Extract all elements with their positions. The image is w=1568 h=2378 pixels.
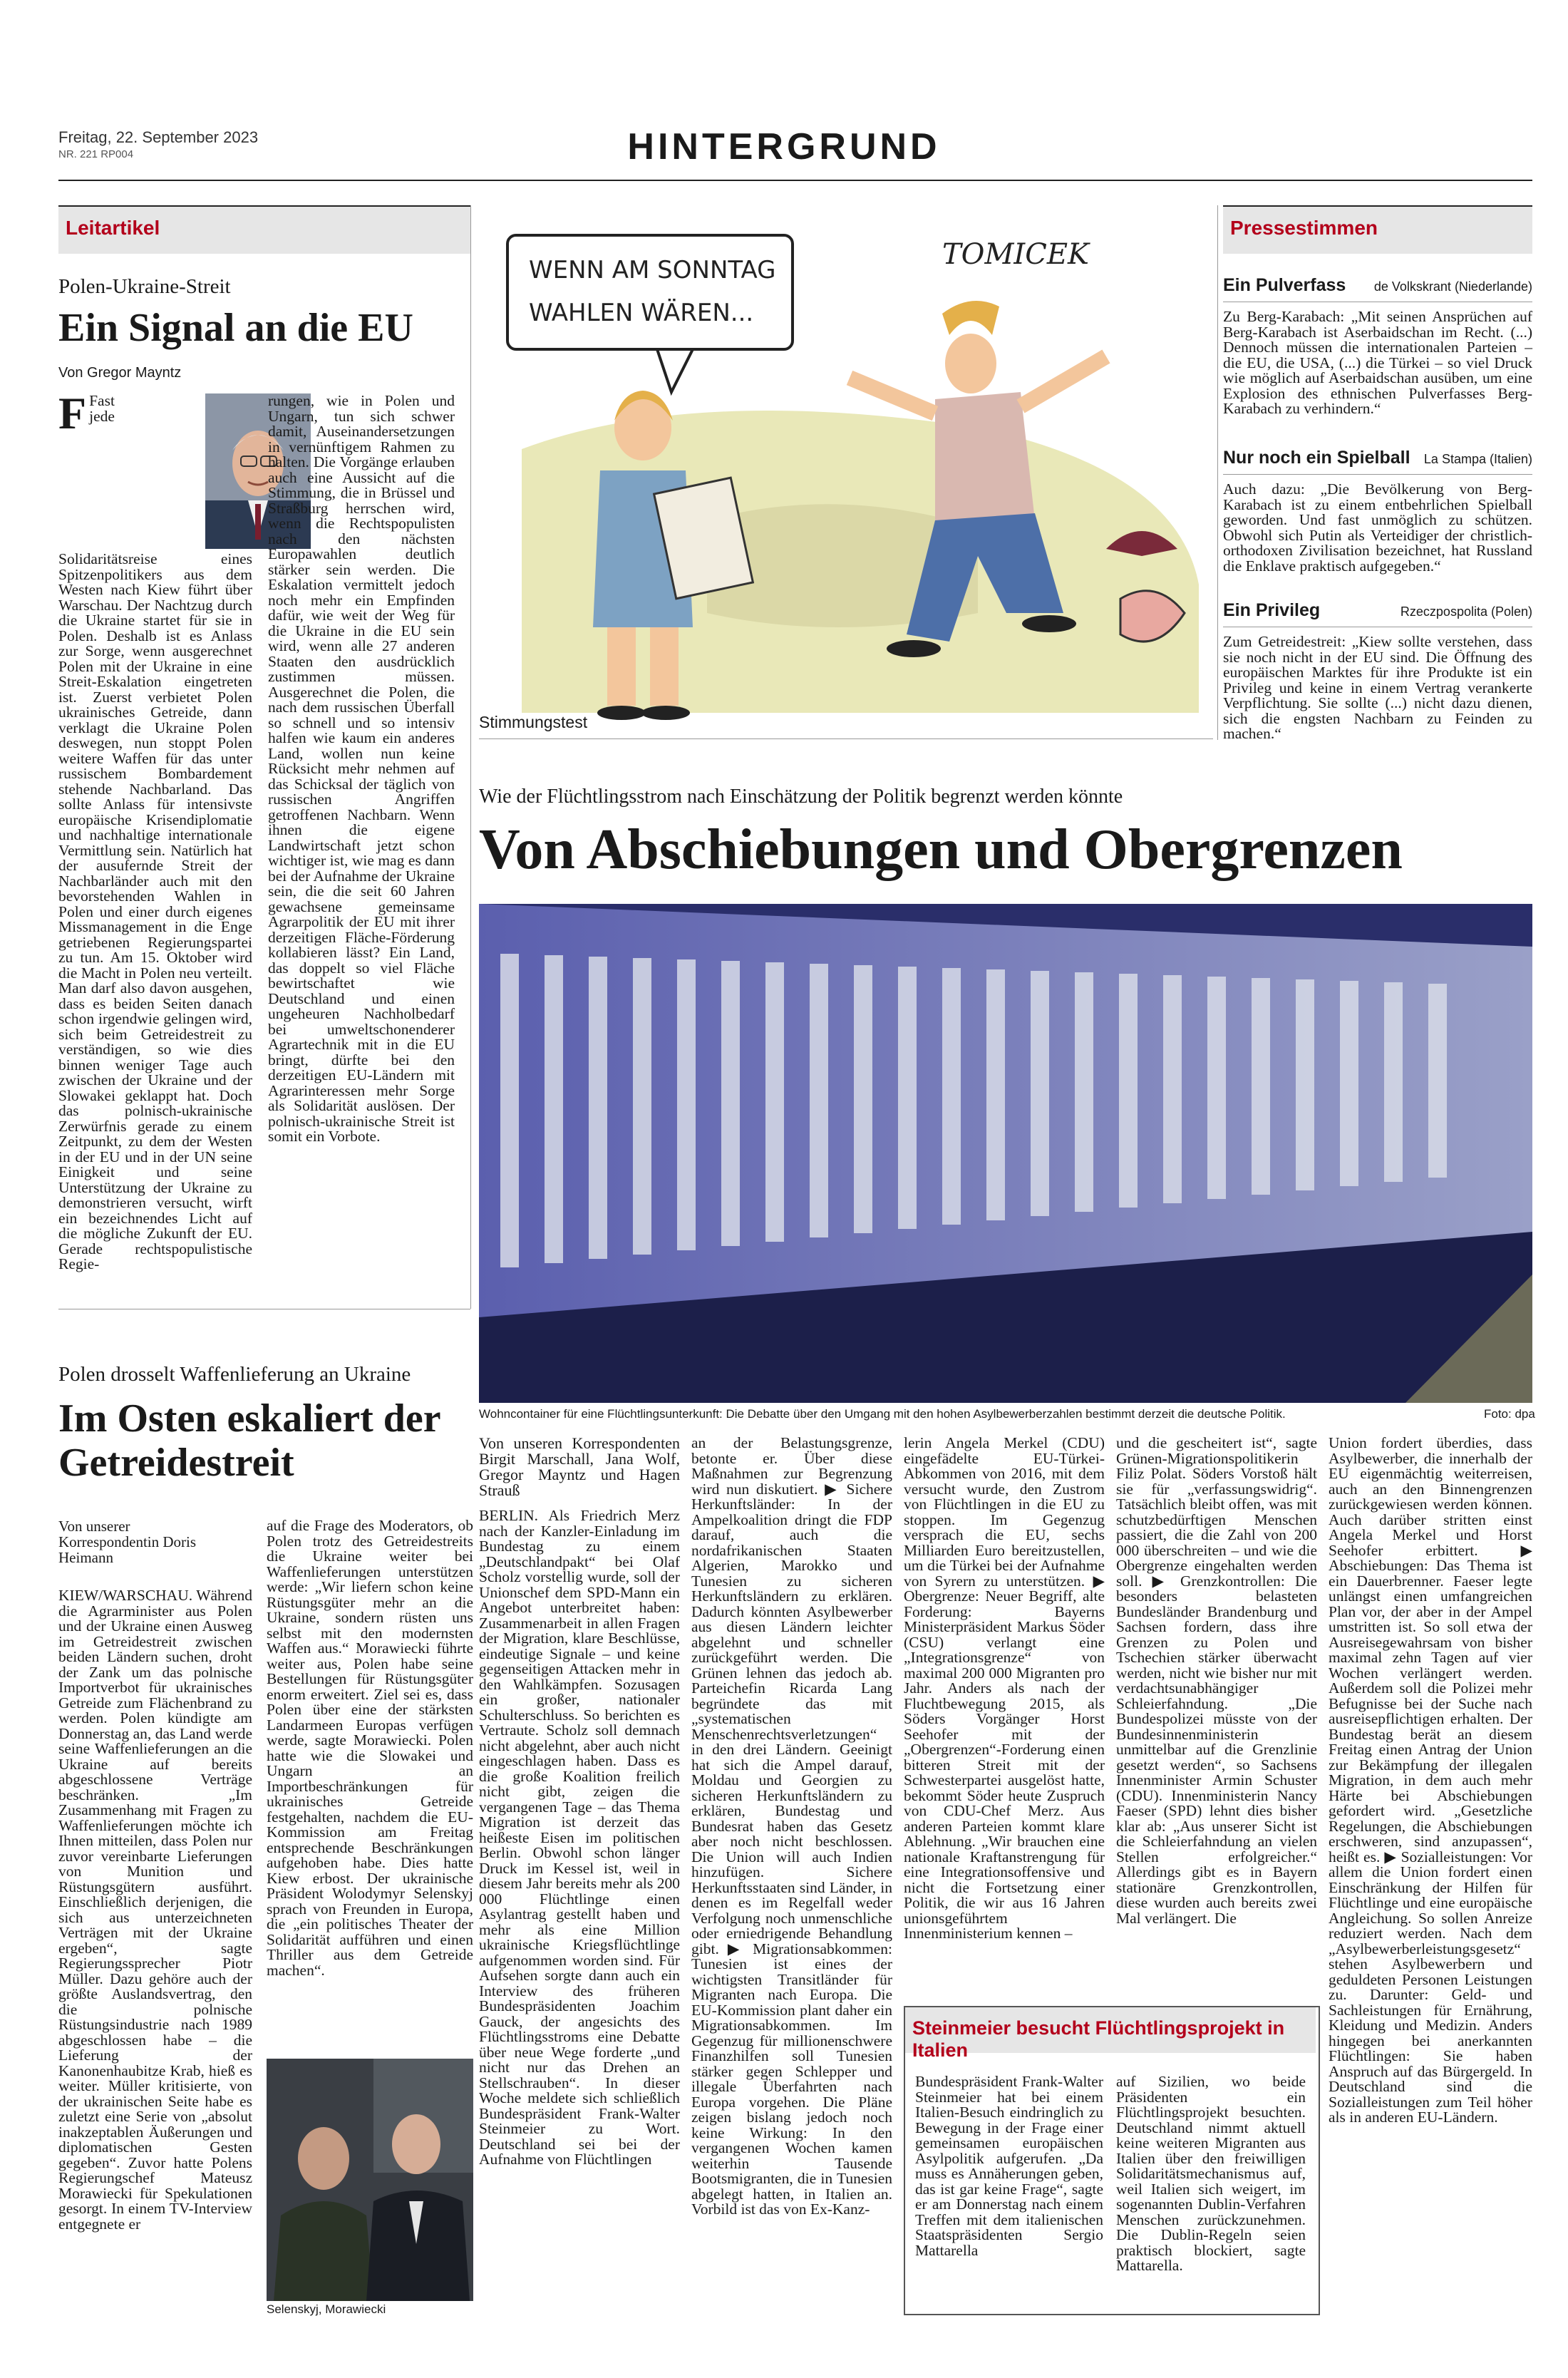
container-window bbox=[545, 955, 563, 1263]
leitartikel-label-bar bbox=[58, 205, 470, 254]
steinmeier-text-2: auf Sizilien, wo beide Präsidenten ein Flüchtlingsprojekt besuchten. Deutschland nimmt aktuell keine weiteren Migranten aus Italien über den freiwilligen Solidaritätsmechanismus auf, weil Italien sich weigert, im sogenannten Dublin-Verfahren Menschen zurückzunehmen. Die Dublin-Regeln seien praktisch blockiert, sagte Mattarella. bbox=[1116, 2074, 1306, 2274]
polen-byline: Von unserer Korrespondentin Doris Heimann bbox=[58, 1518, 197, 1567]
main-text-1: BERLIN. Als Friedrich Merz nach der Kanzler-Einladung im Bundestag zu einem „Deutschlandpakt“ bei Olaf Scholz vorstellig wurde, soll der Unionschef dem SPD-Mann ein Angebot unterbreitet haben: Zusammenarbeit in allen Fragen der Migration, klare Beschlüsse, eindeutige Signale – und keine gegenseitigen Attacken mehr in den Wahlkämpfen. Sozusagen ein großer, nationaler Schulterschluss. So berichten es Vertraute. Scholz soll demnach nicht abgelehnt, aber auch nicht eingeschlagen haben. Dass es die große Koalition freilich nicht gibt, zeigen die vergangenen Tage – das Thema Migration ist derzeit das heißeste Eisen im politischen Berlin. Obwohl schon länger Druck im Kessel ist, weil in diesem Jahr bereits mehr als 200 000 Flüchtlinge einen Asylantrag gestellt haben und mehr als eine Million ukrainische Kriegsflüchtlinge aufgenommen worden sind. Für Aufsehen sorgte dann auch ein Interview des früheren Bundespräsidenten Joachim Gauck, der angesichts des Flüchtlingsstroms eine Debatte über neue Wege forderte „und nicht nur das Drehen an Stellschrauben“. In dieser Woche meldete sich schließlich Bundespräsident Frank-Walter Steinmeier zu Wort. Deutschland sei bei der Aufnahme von Flüchtlingen bbox=[479, 1507, 680, 2168]
cartoon-speech-line-2: WAHLEN WÄREN... bbox=[529, 299, 754, 327]
steinmeier-column-2 bbox=[1116, 2074, 1306, 2302]
container-window bbox=[854, 965, 872, 1233]
cartoon-caption: Stimmungstest bbox=[479, 713, 588, 731]
polen-text-2: auf die Frage des Moderators, ob Polen trotz des Getreidestreits die Ukraine weiter bei Waffenlieferungen unterstützen werde: „Wir liefern schon keine Rüstungsgüter mehr an die Ukraine, sondern rüsten uns selbst mit den modernsten Waffen aus.“ Morawiecki führte weiter aus, Polen habe seine Bestellungen für Rüstungsgüter enorm erweitert. Ziel sei es, dass Polen über eine der stärksten Landarmeen Europas verfügen werde, sagte Morawiecki. Polen hatte wie die Slowakei und Ungarn an Importbeschränkungen für ukrainisches Getreide festgehalten, nachdem die EU-Kommission am Freitag entsprechende Beschränkungen aufgehoben habe. Dies hatte Kiew erbost. Der ukrainische Präsident Wolodymyr Selenskyj sprach von Freunden in Europa, die „ein politisches Theater der Solidarität aufführen und einen Thriller aus dem Getreide machen“. bbox=[267, 1518, 473, 1979]
leitartikel-text-2: rungen, wie in Polen und Ungarn, tun sich schwer damit, Auseinandersetzungen in vernünftigem Rahmen zu halten. Die Vorgänge erlauben auch eine Aussicht auf die Stimmung, die in Brüssel und Straßburg herrschen wird, wenn die Rechtspopulisten nach den nächsten Europawahlen deutlich stärker sein werden. Die Eskalation vermittelt jedoch noch mehr ein Empfinden dafür, wie weit der Weg für die Ukraine in die EU sein wird, wenn alle 27 anderen Staaten den ausdrücklich zustimmen müssen. Ausgerechnet die Polen, die nach dem russischen Überfall so schnell und so intensiv halfen wie kaum ein anderes Land, wollen nun keine Rücksicht mehr nehmen auf das Schicksal der täglich von russischen Angriffen getroffenen Nachbarn. Wenn ihnen die eigene Landwirtschaft jetzt schon wichtiger ist, wie mag es dann bei der Aufnahme der Ukraine sein, die die seit 60 Jahren gewachsene gemeinsame Agrarpolitik der EU mit ihrer derzeitigen Fläche-Förderung kollabieren lässt? Ein Land, das doppelt so viel Fläche bewirtschaftet wie Deutschland und einen ungeheuren Nachholbedarf bei umweltschonenderer Agrartechnik mit in die EU bringt, dürfte bei den derzeitigen EU-Ländern mit Agrarinteressen mehr Sorge als Solidarität auslösen. Der polnisch-ukrainische Streit ist somit ein Vorbote. bbox=[268, 393, 455, 1145]
main-headline: Von Abschiebungen und Obergrenzen bbox=[479, 818, 1403, 881]
leitartikel-column-2 bbox=[268, 393, 455, 1299]
leitartikel-separator bbox=[470, 205, 471, 1309]
press-item-source: Rzeczpospolita (Polen) bbox=[1400, 604, 1532, 619]
polen-column-1 bbox=[58, 1588, 252, 2312]
pressestimmen-label: Pressestimmen bbox=[1230, 217, 1378, 239]
main-kicker: Wie der Flüchtlingsstrom nach Einschätzung der Politik begrenzt werden könnte bbox=[479, 786, 1123, 808]
pressestimmen-separator bbox=[1217, 205, 1218, 740]
polen-photo-caption: Selenskyj, Morawiecki bbox=[267, 2302, 386, 2316]
container-window bbox=[1340, 981, 1358, 1186]
container-window bbox=[1163, 975, 1182, 1203]
leitartikel-byline: Von Gregor Mayntz bbox=[58, 365, 182, 381]
container-window bbox=[721, 961, 740, 1246]
steinmeier-column-1 bbox=[915, 2074, 1103, 2302]
press-item-text: Zum Getreidestreit: „Kiew sollte verstehen, dass sie noch nicht in der EU sind. Die Öffnung des europäischen Marktes für ihre Produkte ist ein Privileg und keine in einem Vertrag verankerte Verpflichtung. Sie sollte (...) nicht dazu dienen, sich die engsten Nachbarn zu Feinden zu machen.“ bbox=[1223, 633, 1532, 742]
container-window bbox=[810, 964, 828, 1237]
polen-headline: Im Osten eskaliert der Getreidestreit bbox=[58, 1396, 440, 1485]
press-item-title: Ein Pulverfass bbox=[1223, 275, 1346, 295]
cartoon-signature: TOMICEK bbox=[942, 238, 1089, 271]
cartoon-bottom-rule bbox=[479, 738, 1213, 739]
department-title: HINTERGRUND bbox=[627, 126, 941, 168]
main-column-2 bbox=[691, 1436, 892, 2312]
photo-caption: Wohncontainer für eine Flüchtlingsunterkunft: Die Debatte über den Umgang mit den hohen Asylbewerberzahlen bestimmt derzeit die deutsche Politik. bbox=[479, 1407, 1286, 1421]
issue-date: Freitag, 22. September 2023 bbox=[58, 128, 259, 146]
main-text-5: Union fordert überdies, dass Asylbewerber, die innerhalb der EU eigenmächtig weiterreisen, auch an den Binnengrenzen zurückgewiesen werden können. Auch darüber stritten einst Angela Merkel und Horst Seehofer erbittert. ▶ Abschiebungen: Das Thema ist ein Dauerbrenner. Faeser legte unlängst einen umfangreichen Plan vor, der aber in der Ampel umstritten ist. So soll etwa der Ausreisegewahrsam von bisher maximal zehn Tagen auf vier Wochen verlängert werden. Außerdem soll die Polizei mehr Befugnisse bei der Suche nach ausreisepflichtigen erhalten. Der Bundestag berät an diesem Freitag einen Antrag der Union zur Bekämpfung der illegalen Migration, in dem auch mehr Härte bei Abschiebungen gefordert wird. „Gesetzliche Regelungen, die Abschiebungen erschweren, sind anzupassen“, heißt es. ▶ Sozialleistungen: Vor allem die Union fordert einen Einschränkung der Hilfen für Flüchtlinge und eine europäische Angleichung. So sollen Anreize reduziert werden. Nach dem „Asylbewerberleistungsgesetz“ stehen Asylbewerbern und geduldeten Personen Leistungen zu. Darunter: Geld- und Sachleistungen für Ernährung, Kleidung und Medizin. Anders hingegen bei anerkannten Flüchtlingen: Sie haben Anspruch auf das Bürgergeld. In Deutschland sind die Sozialleistungen zum Teil höher als in anderen EU-Ländern. bbox=[1329, 1436, 1532, 2126]
container-window bbox=[633, 958, 651, 1255]
leitartikel-headline: Ein Signal an die EU bbox=[58, 306, 413, 350]
main-column-1 bbox=[479, 1436, 680, 2312]
press-item-source: La Stampa (Italien) bbox=[1423, 452, 1532, 466]
main-column-3 bbox=[904, 1436, 1105, 1985]
header-rule bbox=[58, 180, 1532, 181]
cartoon-image bbox=[479, 214, 1213, 734]
main-text-2: an der Belastungsgrenze, betonte er. Über diese Maßnahmen zur Begrenzung wird nun diskutiert. ▶ Sichere Herkunftsländer: In der Ampelkoalition dringt die FDP darauf, auch die nordafrikanischen Staaten Algerien, Marokko und Tunesien zu sicheren Herkunftsländern zu erklären. Dadurch könnten Asylbewerber aus diesen Ländern leichter abgelehnt und schneller zurückgeführt werden. Die Grünen lehnen das jedoch ab. Parteichefin Ricarda Lang begründete das mit „systematischen Menschenrechtsverletzungen“ in den drei Ländern. Geeinigt hat sich die Ampel darauf, Moldau und Georgien zu sicheren Herkunftsländern zu erklären, Bundestag und Bundesrat haben das Gesetz aber noch nicht beschlossen. Die Union will auch Indien hinzufügen. Sichere Herkunftsstaaten sind Länder, in denen es im Regelfall weder Verfolgung noch unmenschliche oder erniedrigende Behandlung gibt. ▶ Migrationsabkommen: Tunesien ist eines der wichtigsten Transitländer für Migranten nach Europa. Die EU-Kommission plant daher ein Migrationsabkommen. Im Gegenzug für millionenschwere Finanzhilfen soll Tunesien stärker gegen Schlepper und illegale Überfahrten nach Europa vorgehen. Die Pläne zeigen bislang jedoch noch keine Wirkung: In den vergangenen Wochen kamen weiterhin Tausende Bootsmigranten, die in Tunesien abgelegt hatten, in Italien an. Vorbild ist das von Ex-Kanz- bbox=[691, 1436, 892, 2218]
container-window bbox=[589, 957, 607, 1259]
container-window bbox=[1031, 971, 1049, 1216]
cartoon-speech-line-1: WENN AM SONNTAG bbox=[529, 256, 776, 284]
leitartikel-text-1: Fast jede Solidaritätsreise eines Spitzenpolitikers aus dem Westen nach Kiew führt über Warschau. Der Nachtzug durch die Ukraine startet für sie in Polen. Deshalb ist es Anlass zur Sorge, wenn ausgerechnet Polen mit der Ukraine in eine Streit-Eskalation eingetreten ist. Zuerst verbietet Polen ukrainisches Getreide, dann verklagt die Ukraine Polen deswegen, nun stoppt Polen weitere Waffen für das unter russischem Bombardement stehende Nachbarland. Das sollte Anlass für intensivste europäische Krisendiplomatie und nachhaltige internationale Vermittlung sein. Natürlich hat der ausufernde Streit der Nachbarländer auch mit den bevorstehenden Wahlen in Polen und einer durch eigenes Missmanagement in die Enge getriebenen Regierungspartei zu tun. Am 15. Oktober wird die Macht in Polen neu verteilt. Man darf also davon ausgehen, dass es beiden Seiten danach schon irgendwie gelingen wird, sich beim Getreidestreit zu verständigen, so wie dies binnen weniger Tage auch zwischen der Ukraine und der Slowakei geklappt hat. Doch das polnisch-ukrainische Zerwürfnis gerade zu einem Zeitpunkt, zu dem der Westen in der EU und in der UN seine Einigkeit und seine Unterstützung der Ukraine zu demonstrieren versucht, wirft ein bezeichnendes Licht auf die mögliche Zukunft der EU. Gerade rechtspopulistische Regie- bbox=[58, 393, 252, 1272]
container-photo bbox=[479, 904, 1532, 1403]
polen-kicker: Polen drosselt Waffenlieferung an Ukraine bbox=[58, 1363, 411, 1386]
container-window bbox=[677, 959, 696, 1250]
container-window bbox=[898, 967, 917, 1229]
press-item-3 bbox=[1223, 600, 1532, 742]
container-window bbox=[1296, 979, 1314, 1190]
container-window bbox=[1384, 982, 1403, 1182]
press-item-title: Ein Privileg bbox=[1223, 600, 1321, 620]
steinmeier-header-bar bbox=[905, 2007, 1316, 2061]
container-window bbox=[500, 954, 519, 1267]
container-window bbox=[1252, 978, 1270, 1195]
container-window bbox=[1428, 984, 1447, 1178]
main-column-4 bbox=[1116, 1436, 1317, 1985]
issue-number: NR. 221 RP004 bbox=[58, 148, 134, 160]
container-window bbox=[765, 962, 784, 1242]
main-text-4: und die gescheitert ist“, sagte Grünen-Migrationspolitikerin Filiz Polat. Söders Vorstoß hält sie für „verfassungswidrig“. Tatsächlich bleibt offen, was mit schutzbedürftigen Menschen passiert, die die Zahl von 200 000 überschreiten – und wie die Obergrenze eingehalten werden soll. ▶ Grenzkontrollen: Die besonders belasteten Bundesländer Brandenburg und Sachsen fordern, dass ihre Grenzen zu Polen und Tschechien stärker überwacht werden, nicht wie bisher nur mit verdachtsunabhängiger Schleierfahndung. „Die Bundespolizei müsste von der Bundesinnenministerin unmittelbar auf die Grenzlinie gesetzt werden“, so Sachsens Innenminister Armin Schuster (CDU). Innenministerin Nancy Faeser (SPD) lehnt dies bisher klar ab: „Aus unserer Sicht ist die Schleierfahndung an vielen Stellen erfolgreicher.“ Allerdings gibt es in Bayern stationäre Grenzkontrollen, diese wurden auch bereits zwei Mal verlängert. Die bbox=[1116, 1436, 1317, 1927]
main-text-3: lerin Angela Merkel (CDU) eingefädelte EU-Türkei-Abkommen von 2016, mit dem versucht wurde, den Zustrom von Flüchtlingen in die EU zu stoppen. Im Gegenzug versprach die EU, sechs Milliarden Euro bereitzustellen, um die Türkei bei der Aufnahme von Syrern zu unterstützen. ▶ Obergrenze: Neuer Begriff, alte Forderung: Bayerns Ministerpräsident Markus Söder (CSU) verlangt eine „Integrationsgrenze“ von maximal 200 000 Migranten pro Jahr. Anders als nach der Fluchtbewegung 2015, als Söders Vorgänger Horst Seehofer mit der „Obergrenzen“-Forderung einen bitteren Streit mit der Schwesterpartei ausgelöst hatte, bekommt Söder heute Zuspruch von CDU-Chef Merz. Aus anderen Parteien kommt klare Ablehnung. „Wir brauchen eine nationale Kraftanstrengung für eine Integrationsoffensive und nicht die Fortsetzung einer Politik, die wir aus 16 Jahren unionsgeführtem Innenministerium kennen – bbox=[904, 1436, 1105, 1942]
container-window bbox=[986, 969, 1005, 1220]
press-item-text: Auch dazu: „Die Bevölkerung von Berg-Karabach ist zu einem entbehrlichen Spielball geworden. Und fast unmöglich zu schützen. Obwohl sich Putin als Verteidiger der christlich-orthodoxen Zivilisation bezeichnet, hat Russland die Enklave praktisch aufgegeben.“ bbox=[1223, 480, 1532, 575]
press-item-source: de Volkskrant (Niederlande) bbox=[1373, 279, 1532, 294]
selenskyj-morawiecki-photo bbox=[267, 2059, 473, 2301]
leitartikel-kicker: Polen-Ukraine-Streit bbox=[58, 275, 231, 298]
main-byline: Von unseren Korrespondenten Birgit Marschall, Jana Wolf, Gregor Mayntz und Hagen Strauß bbox=[479, 1436, 680, 1499]
container-window bbox=[1075, 972, 1093, 1212]
polen-column-2 bbox=[267, 1518, 473, 2049]
container-window bbox=[1119, 974, 1138, 1208]
main-column-5 bbox=[1329, 1436, 1532, 2312]
container-window bbox=[942, 968, 961, 1225]
leitartikel-label: Leitartikel bbox=[66, 217, 160, 239]
press-item-1 bbox=[1223, 275, 1532, 417]
steinmeier-text-1: Bundespräsident Frank-Walter Steinmeier hat bei einem Italien-Besuch eindringlich zu Bewegung in der Frage einer gemeinsamen europäischen Asylpolitik aufgerufen. „Da muss es Annäherungen geben, das ist gar keine Frage“, sagte er am Donnerstag nach einem Treffen mit dem italienischen Staatspräsidenten Sergio Mattarella bbox=[915, 2074, 1103, 2259]
photo-credit: Foto: dpa bbox=[1484, 1407, 1535, 1421]
container-window bbox=[1207, 977, 1226, 1199]
steinmeier-headline: Steinmeier besucht Flüchtlingsprojekt in Italien bbox=[912, 2017, 1285, 2061]
leitartikel-column-1: F Fast jede Solidaritätsreise eines Spitzenpolitikers aus dem Westen nach Kiew führt über Warschau. Der Nachtzug durch die Ukraine startet für sie in Polen. Deshalb ist es Anlass zur Sorge, wenn ausgerechnet Polen mit der Ukraine in eine Streit-Eskalation eingetreten ist. Zuerst verbietet Polen ukrainisches Getreide, dann verklagt die Ukraine Polen deswegen, nun stoppt Polen weitere Waffen für das unter russischem Bombardement stehende Nachbarland. Das sollte Anlass für intensivste europäische Krisendiplomatie und nachhaltige internationale Vermittlung sein. Natürlich hat der ausufernde Streit der Nachbarländer auch mit den bevorstehenden Wahlen in Polen und einer durch eigenes Missmanagement in die Enge getriebenen Regierungspartei zu tun. Am 15. Oktober wird die Macht in Polen neu verteilt. Man darf also davon ausgehen, dass es beiden Seiten danach schon irgendwie gelingen wird, sich beim Getreidestreit zu verständigen, so wie dies binnen weniger Tage auch zwischen der Ukraine und der Slowakei geklappt hat. Doch das polnisch-ukrainische Zerwürfnis gerade zu einem Zeitpunkt, zu dem der Westen in der EU und in der UN seine Einigkeit und seine Unterstützung der Ukraine zu demonstrieren versucht, wirft ein bezeichnendes Licht auf die mögliche Zukunft der EU. Gerade rechtspopulistische Regie- bbox=[58, 393, 252, 1272]
polen-text-1: KIEW/WARSCHAU. Während die Agrarminister aus Polen und der Ukraine einen Ausweg im Getreidestreit zwischen beiden Ländern suchen, droht der Zank um das polnische Importverbot für ukrainisches Getreide zum Flächenbrand zu werden. Polen kündigte am Donnerstag an, das Land werde seine Waffenlieferungen an die Ukraine auf bereits abgeschlossene Verträge beschränken. „Im Zusammenhang mit Fragen zu Waffenlieferungen möchte ich Ihnen mitteilen, dass Polen nur zuvor vereinbarte Lieferungen von Munition und Rüstungsgütern ausführt. Einschließlich derjenigen, die sich aus unterzeichneten Verträgen mit der Ukraine ergeben“, sagte Regierungssprecher Piotr Müller. Dazu gehöre auch der größte Auslandsvertrag, den die polnische Rüstungsindustrie nach 1989 abgeschlossen habe – die Lieferung der Kanonenhaubitze Krab, hieß es weiter. Müller kritisierte, von der ukrainischen Seite habe es zuletzt eine Serie von „absolut inakzeptablen Äußerungen und diplomatischen Gesten gegeben“. Zuvor hatte Polens Regierungschef Mateusz Morawiecki für Spekulationen gesorgt. In einem TV-Interview entgegnete er bbox=[58, 1588, 252, 2233]
press-item-title: Nur noch ein Spielball bbox=[1223, 448, 1410, 468]
press-item-2 bbox=[1223, 448, 1532, 574]
pressestimmen-label-bar bbox=[1223, 205, 1532, 254]
press-item-text: Zu Berg-Karabach: „Mit seinen Ansprüchen auf Berg-Karabach ist Aserbaidschan im Recht. (...) Dennoch müssen die internationalen Parteien – die EU, die USA, (...) die Türkei – so viel Druck wie möglich auf Aserbaidschan ausüben, um eine Explosion des ethnischen Pulverfasses Berg-Karabach zu verhindern.“ bbox=[1223, 308, 1532, 417]
